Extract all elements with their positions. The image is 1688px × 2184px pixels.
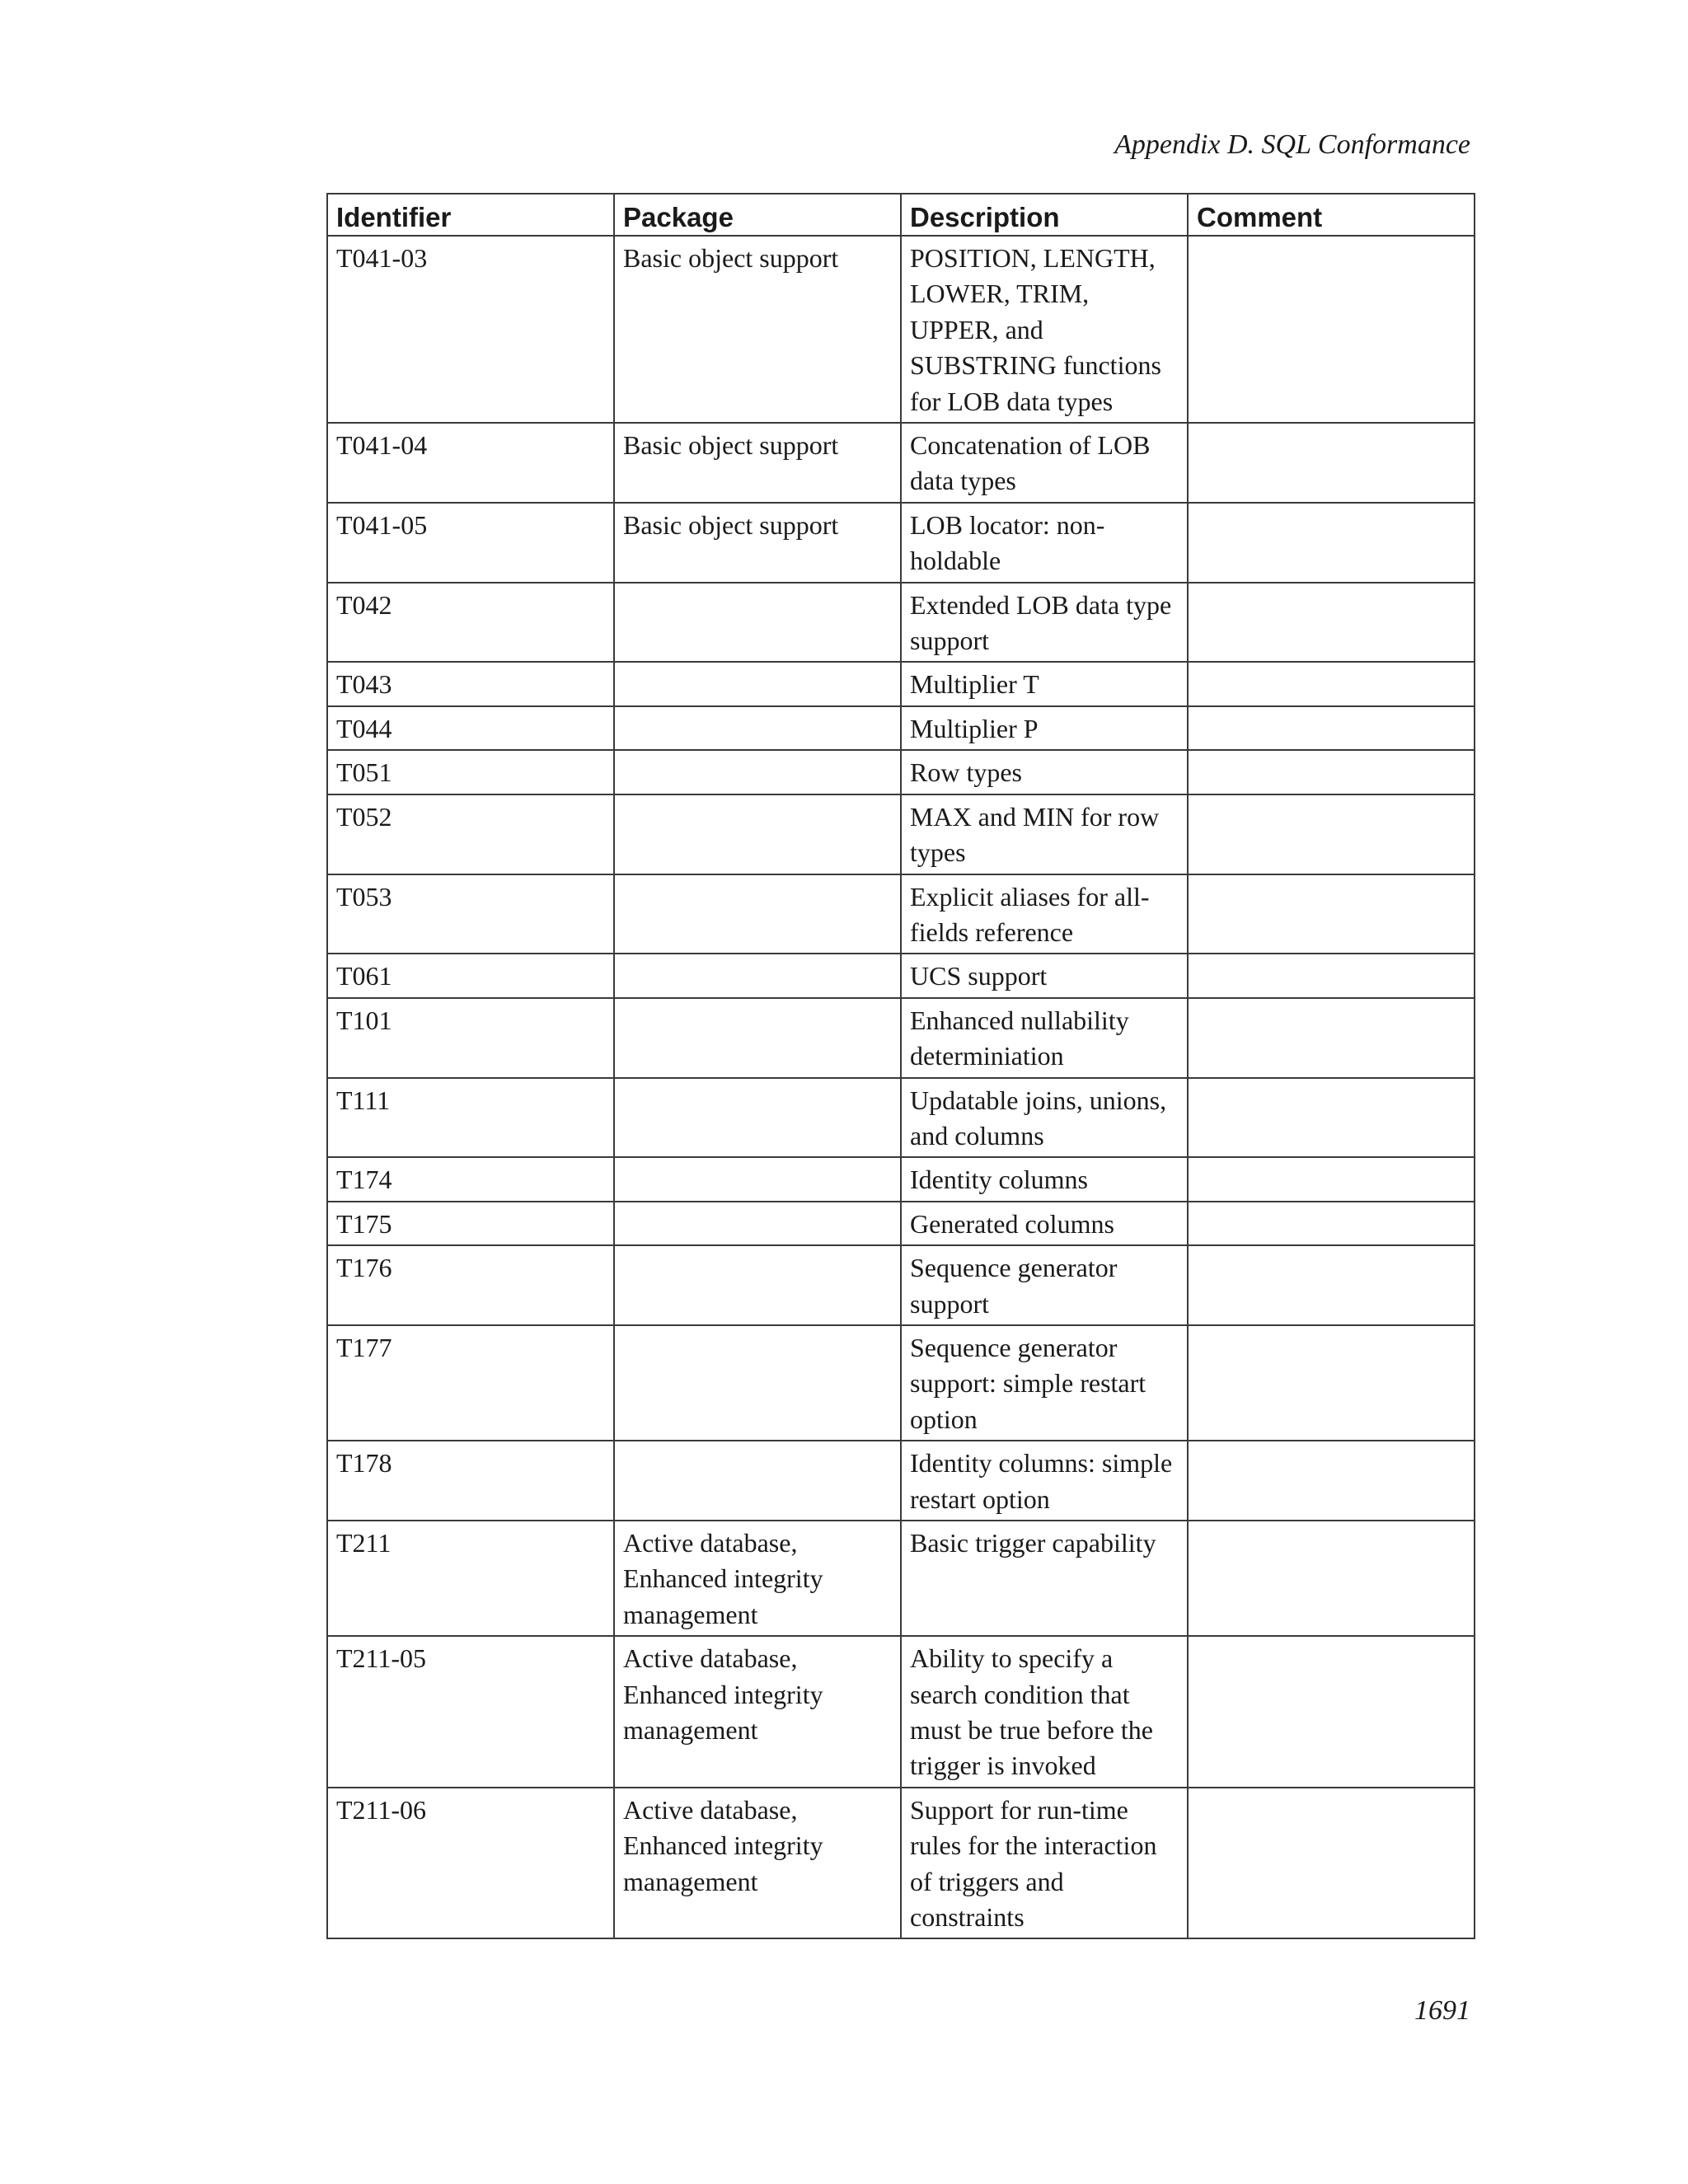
- cell-identifier: T051: [327, 750, 614, 794]
- cell-package: [614, 662, 901, 705]
- cell-description: Enhanced nullability determiniation: [901, 998, 1188, 1078]
- cell-identifier: T175: [327, 1202, 614, 1245]
- cell-package: [614, 794, 901, 874]
- cell-description: Multiplier P: [901, 706, 1188, 750]
- cell-comment: [1188, 423, 1475, 503]
- column-header-comment: Comment: [1188, 194, 1475, 236]
- cell-package: [614, 706, 901, 750]
- cell-description: Extended LOB data type support: [901, 583, 1188, 663]
- cell-identifier: T041-05: [327, 503, 614, 583]
- cell-identifier: T211-05: [327, 1636, 614, 1788]
- cell-package: Basic object support: [614, 503, 901, 583]
- cell-package: [614, 1441, 901, 1521]
- cell-identifier: T042: [327, 583, 614, 663]
- cell-description: Concatenation of LOB data types: [901, 423, 1188, 503]
- cell-package: [614, 1245, 901, 1325]
- cell-identifier: T043: [327, 662, 614, 705]
- cell-description: Sequence generator support: simple restart option: [901, 1325, 1188, 1441]
- table-body: [327, 236, 1475, 1938]
- cell-comment: [1188, 874, 1475, 954]
- cell-comment: [1188, 1202, 1475, 1245]
- cell-description: Updatable joins, unions, and columns: [901, 1078, 1188, 1158]
- column-header-identifier: Identifier: [327, 194, 614, 236]
- table-row: [327, 1441, 1475, 1521]
- cell-package: [614, 750, 901, 794]
- cell-identifier: T177: [327, 1325, 614, 1441]
- cell-description: Ability to specify a search condition that must be true before the trigger is invoked: [901, 1636, 1188, 1788]
- cell-comment: [1188, 236, 1475, 423]
- cell-identifier: T111: [327, 1078, 614, 1158]
- cell-description: Generated columns: [901, 1202, 1188, 1245]
- table-row: [327, 706, 1475, 750]
- cell-description: POSITION, LENGTH, LOWER, TRIM, UPPER, and SUBSTRING functions for LOB data types: [901, 236, 1188, 423]
- cell-identifier: T041-04: [327, 423, 614, 503]
- table-row: [327, 1157, 1475, 1201]
- table-row: [327, 998, 1475, 1078]
- cell-package: Basic object support: [614, 423, 901, 503]
- page-number: 1691: [1414, 1995, 1470, 2026]
- cell-package: Active database, Enhanced integrity management: [614, 1788, 901, 1939]
- table-row: [327, 423, 1475, 503]
- cell-description: Identity columns: [901, 1157, 1188, 1201]
- cell-comment: [1188, 583, 1475, 663]
- cell-package: [614, 998, 901, 1078]
- table-row: [327, 954, 1475, 997]
- cell-identifier: T041-03: [327, 236, 614, 423]
- cell-package: [614, 1157, 901, 1201]
- column-header-package: Package: [614, 194, 901, 236]
- cell-package: [614, 583, 901, 663]
- cell-description: Multiplier T: [901, 662, 1188, 705]
- cell-package: Active database, Enhanced integrity management: [614, 1521, 901, 1636]
- cell-description: Row types: [901, 750, 1188, 794]
- cell-package: [614, 1078, 901, 1158]
- table-row: [327, 1202, 1475, 1245]
- cell-identifier: T061: [327, 954, 614, 997]
- cell-comment: [1188, 1325, 1475, 1441]
- cell-comment: [1188, 706, 1475, 750]
- table-row: [327, 1636, 1475, 1788]
- cell-package: [614, 874, 901, 954]
- column-header-description: Description: [901, 194, 1188, 236]
- cell-description: Sequence generator support: [901, 1245, 1188, 1325]
- cell-description: LOB locator: non-holdable: [901, 503, 1188, 583]
- cell-comment: [1188, 662, 1475, 705]
- cell-identifier: T053: [327, 874, 614, 954]
- table-row: [327, 750, 1475, 794]
- cell-package: Basic object support: [614, 236, 901, 423]
- cell-package: [614, 1325, 901, 1441]
- cell-identifier: T211-06: [327, 1788, 614, 1939]
- cell-comment: [1188, 1441, 1475, 1521]
- cell-comment: [1188, 794, 1475, 874]
- cell-description: Support for run-time rules for the interaction of triggers and constraints: [901, 1788, 1188, 1939]
- cell-identifier: T211: [327, 1521, 614, 1636]
- running-header: Appendix D. SQL Conformance: [1114, 129, 1470, 160]
- cell-comment: [1188, 1636, 1475, 1788]
- table-row: [327, 1788, 1475, 1939]
- cell-package: [614, 1202, 901, 1245]
- cell-comment: [1188, 503, 1475, 583]
- table-row: [327, 1078, 1475, 1158]
- table-header-row: [327, 194, 1475, 236]
- cell-identifier: T052: [327, 794, 614, 874]
- table-row: [327, 1325, 1475, 1441]
- table-row: [327, 794, 1475, 874]
- table-row: [327, 1521, 1475, 1636]
- cell-comment: [1188, 1078, 1475, 1158]
- cell-description: Explicit aliases for all-fields reference: [901, 874, 1188, 954]
- cell-description: MAX and MIN for row types: [901, 794, 1188, 874]
- table-row: [327, 236, 1475, 423]
- cell-description: Basic trigger capability: [901, 1521, 1188, 1636]
- cell-identifier: T176: [327, 1245, 614, 1325]
- cell-comment: [1188, 1788, 1475, 1939]
- cell-comment: [1188, 998, 1475, 1078]
- table-row: [327, 583, 1475, 663]
- cell-description: Identity columns: simple restart option: [901, 1441, 1188, 1521]
- table-row: [327, 1245, 1475, 1325]
- cell-comment: [1188, 1245, 1475, 1325]
- cell-identifier: T174: [327, 1157, 614, 1201]
- cell-comment: [1188, 954, 1475, 997]
- table-row: [327, 874, 1475, 954]
- cell-comment: [1188, 1521, 1475, 1636]
- table-row: [327, 503, 1475, 583]
- table-row: [327, 662, 1475, 705]
- cell-identifier: T044: [327, 706, 614, 750]
- cell-identifier: T101: [327, 998, 614, 1078]
- cell-comment: [1188, 1157, 1475, 1201]
- cell-comment: [1188, 750, 1475, 794]
- cell-description: UCS support: [901, 954, 1188, 997]
- cell-identifier: T178: [327, 1441, 614, 1521]
- conformance-table: [326, 193, 1475, 1939]
- cell-package: Active database, Enhanced integrity management: [614, 1636, 901, 1788]
- cell-package: [614, 954, 901, 997]
